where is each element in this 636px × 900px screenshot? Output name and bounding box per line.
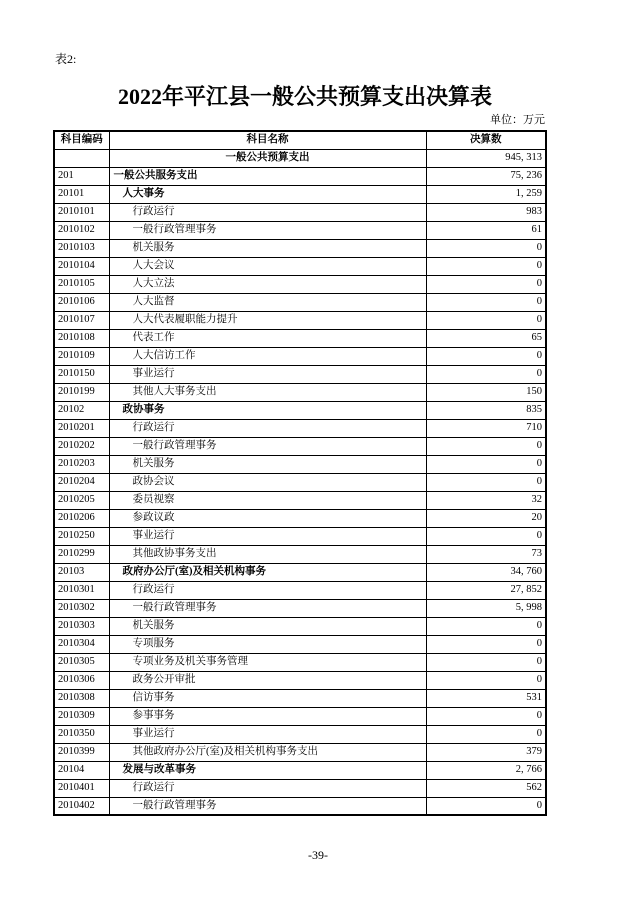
subject-name-cell: 其他政府办公厅(室)及相关机构事务支出 <box>109 743 426 761</box>
table-row <box>54 185 546 203</box>
table-row <box>54 311 546 329</box>
table-row <box>54 365 546 383</box>
subject-name-cell: 一般行政管理事务 <box>109 599 426 617</box>
subject-code-cell: 2010309 <box>54 707 109 725</box>
page-title: 2022年平江县一般公共预算支出决算表 <box>117 84 492 109</box>
subject-code-cell: 2010305 <box>54 653 109 671</box>
table-row <box>54 239 546 257</box>
subject-name-cell: 一般行政管理事务 <box>109 221 426 239</box>
table-row <box>54 725 546 743</box>
subject-code-cell: 2010304 <box>54 635 109 653</box>
table-label: 表2: <box>55 52 77 66</box>
subject-code-cell: 2010109 <box>54 347 109 365</box>
table-row <box>54 455 546 473</box>
table-row <box>54 347 546 365</box>
subject-name-cell: 事业运行 <box>109 527 426 545</box>
final-amount-cell: 73 <box>426 545 546 563</box>
subject-name-cell: 人大代表履职能力提升 <box>109 311 426 329</box>
subject-code-cell: 2010102 <box>54 221 109 239</box>
subject-code-cell: 2010204 <box>54 473 109 491</box>
final-amount-cell: 20 <box>426 509 546 527</box>
table-row <box>54 491 546 509</box>
final-amount-cell: 0 <box>426 455 546 473</box>
subject-code-cell: 2010205 <box>54 491 109 509</box>
subject-name-cell: 机关服务 <box>109 617 426 635</box>
subject-name-cell: 人大会议 <box>109 257 426 275</box>
subject-name-cell: 行政运行 <box>109 581 426 599</box>
table-row <box>54 761 546 779</box>
subject-name-cell: 一般行政管理事务 <box>109 437 426 455</box>
subject-name-cell: 代表工作 <box>109 329 426 347</box>
subject-code-cell: 2010308 <box>54 689 109 707</box>
subject-code-cell: 2010201 <box>54 419 109 437</box>
table-row <box>54 707 546 725</box>
subject-code-cell: 2010108 <box>54 329 109 347</box>
final-amount-cell: 2, 766 <box>426 761 546 779</box>
final-amount-cell: 1, 259 <box>426 185 546 203</box>
subject-code-cell: 2010101 <box>54 203 109 221</box>
subject-code-cell: 2010203 <box>54 455 109 473</box>
table-row <box>54 689 546 707</box>
subject-name-cell: 人大信访工作 <box>109 347 426 365</box>
final-amount-cell: 65 <box>426 329 546 347</box>
budget-table <box>53 130 547 816</box>
subject-code-cell: 2010199 <box>54 383 109 401</box>
final-amount-cell: 75, 236 <box>426 167 546 185</box>
final-amount-cell: 150 <box>426 383 546 401</box>
subject-code-cell: 20102 <box>54 401 109 419</box>
table-row <box>54 383 546 401</box>
final-amount-cell: 531 <box>426 689 546 707</box>
subject-code-cell: 2010399 <box>54 743 109 761</box>
table-row <box>54 437 546 455</box>
table-row <box>54 671 546 689</box>
table-row <box>54 779 546 797</box>
table-row <box>54 743 546 761</box>
table-row <box>54 275 546 293</box>
table-row <box>54 167 546 185</box>
subject-name-cell: 行政运行 <box>109 779 426 797</box>
subject-code-cell: 2010104 <box>54 257 109 275</box>
header-value: 决算数 <box>426 131 546 149</box>
subject-name-cell: 人大监督 <box>109 293 426 311</box>
subject-name-cell: 参政议政 <box>109 509 426 527</box>
subject-code-cell: 20101 <box>54 185 109 203</box>
subject-code-cell: 2010401 <box>54 779 109 797</box>
header-name: 科目名称 <box>109 131 426 149</box>
subject-code-cell: 2010299 <box>54 545 109 563</box>
subject-code-cell: 2010250 <box>54 527 109 545</box>
final-amount-cell: 5, 998 <box>426 599 546 617</box>
subject-name-cell: 专项服务 <box>109 635 426 653</box>
final-amount-cell: 0 <box>426 239 546 257</box>
final-amount-cell: 0 <box>426 671 546 689</box>
final-amount-cell: 0 <box>426 311 546 329</box>
final-amount-cell: 61 <box>426 221 546 239</box>
table-row <box>54 545 546 563</box>
final-amount-cell: 0 <box>426 293 546 311</box>
table-row <box>54 257 546 275</box>
subject-name-cell: 一般公共服务支出 <box>109 167 426 185</box>
table-row <box>54 797 546 815</box>
final-amount-cell: 0 <box>426 707 546 725</box>
subject-code-cell: 2010106 <box>54 293 109 311</box>
table-row <box>54 203 546 221</box>
subject-code-cell: 2010350 <box>54 725 109 743</box>
page-number: -39- <box>308 848 328 862</box>
final-amount-cell: 0 <box>426 275 546 293</box>
subject-code-cell: 2010105 <box>54 275 109 293</box>
subject-code-cell: 2010302 <box>54 599 109 617</box>
subject-name-cell: 专项业务及机关事务管理 <box>109 653 426 671</box>
table-row <box>54 293 546 311</box>
subject-code-cell: 2010301 <box>54 581 109 599</box>
header-code: 科目编码 <box>54 131 109 149</box>
final-amount-cell: 0 <box>426 473 546 491</box>
subject-name-cell: 其他政协事务支出 <box>109 545 426 563</box>
subject-name-cell: 委员视察 <box>109 491 426 509</box>
subject-name-cell: 事业运行 <box>109 365 426 383</box>
table-row <box>54 617 546 635</box>
subject-code-cell: 2010306 <box>54 671 109 689</box>
table-header <box>54 131 546 149</box>
subject-name-cell: 发展与改革事务 <box>109 761 426 779</box>
table-row <box>54 599 546 617</box>
final-amount-cell: 32 <box>426 491 546 509</box>
final-amount-cell: 0 <box>426 257 546 275</box>
subject-name-cell: 人大立法 <box>109 275 426 293</box>
subject-code-cell: 2010206 <box>54 509 109 527</box>
subject-code-cell: 2010402 <box>54 797 109 815</box>
table-row <box>54 329 546 347</box>
subject-name-cell: 机关服务 <box>109 239 426 257</box>
final-amount-cell: 0 <box>426 347 546 365</box>
subject-code-cell: 2010150 <box>54 365 109 383</box>
table-row <box>54 149 546 167</box>
subject-name-cell: 一般公共预算支出 <box>109 149 426 167</box>
subject-name-cell: 事业运行 <box>109 725 426 743</box>
table-row <box>54 509 546 527</box>
final-amount-cell: 0 <box>426 797 546 815</box>
final-amount-cell: 0 <box>426 653 546 671</box>
subject-name-cell: 其他人大事务支出 <box>109 383 426 401</box>
subject-code-cell: 201 <box>54 167 109 185</box>
final-amount-cell: 945, 313 <box>426 149 546 167</box>
subject-name-cell: 政府办公厅(室)及相关机构事务 <box>109 563 426 581</box>
subject-name-cell: 信访事务 <box>109 689 426 707</box>
subject-code-cell: 20103 <box>54 563 109 581</box>
final-amount-cell: 0 <box>426 365 546 383</box>
final-amount-cell: 34, 760 <box>426 563 546 581</box>
final-amount-cell: 0 <box>426 617 546 635</box>
subject-code-cell: 2010202 <box>54 437 109 455</box>
final-amount-cell: 0 <box>426 635 546 653</box>
subject-name-cell: 机关服务 <box>109 455 426 473</box>
subject-name-cell: 一般行政管理事务 <box>109 797 426 815</box>
table-row <box>54 653 546 671</box>
subject-code-cell: 2010107 <box>54 311 109 329</box>
subject-name-cell: 行政运行 <box>109 203 426 221</box>
final-amount-cell: 379 <box>426 743 546 761</box>
final-amount-cell: 983 <box>426 203 546 221</box>
subject-name-cell: 政务公开审批 <box>109 671 426 689</box>
subject-code-cell: 2010303 <box>54 617 109 635</box>
final-amount-cell: 27, 852 <box>426 581 546 599</box>
table-row <box>54 473 546 491</box>
final-amount-cell: 0 <box>426 527 546 545</box>
table-row <box>54 563 546 581</box>
final-amount-cell: 0 <box>426 725 546 743</box>
subject-name-cell: 人大事务 <box>109 185 426 203</box>
subject-name-cell: 政协事务 <box>109 401 426 419</box>
table-row <box>54 635 546 653</box>
subject-code-cell <box>54 149 109 167</box>
unit-note: 单位：万元 <box>490 114 545 126</box>
table-row <box>54 419 546 437</box>
subject-code-cell: 20104 <box>54 761 109 779</box>
header-row <box>54 131 546 149</box>
subject-name-cell: 政协会议 <box>109 473 426 491</box>
table-row <box>54 527 546 545</box>
table-row <box>54 401 546 419</box>
final-amount-cell: 710 <box>426 419 546 437</box>
final-amount-cell: 835 <box>426 401 546 419</box>
table-row <box>54 581 546 599</box>
final-amount-cell: 562 <box>426 779 546 797</box>
table-body <box>54 149 546 815</box>
final-amount-cell: 0 <box>426 437 546 455</box>
subject-code-cell: 2010103 <box>54 239 109 257</box>
subject-name-cell: 行政运行 <box>109 419 426 437</box>
table-row <box>54 221 546 239</box>
subject-name-cell: 参事事务 <box>109 707 426 725</box>
